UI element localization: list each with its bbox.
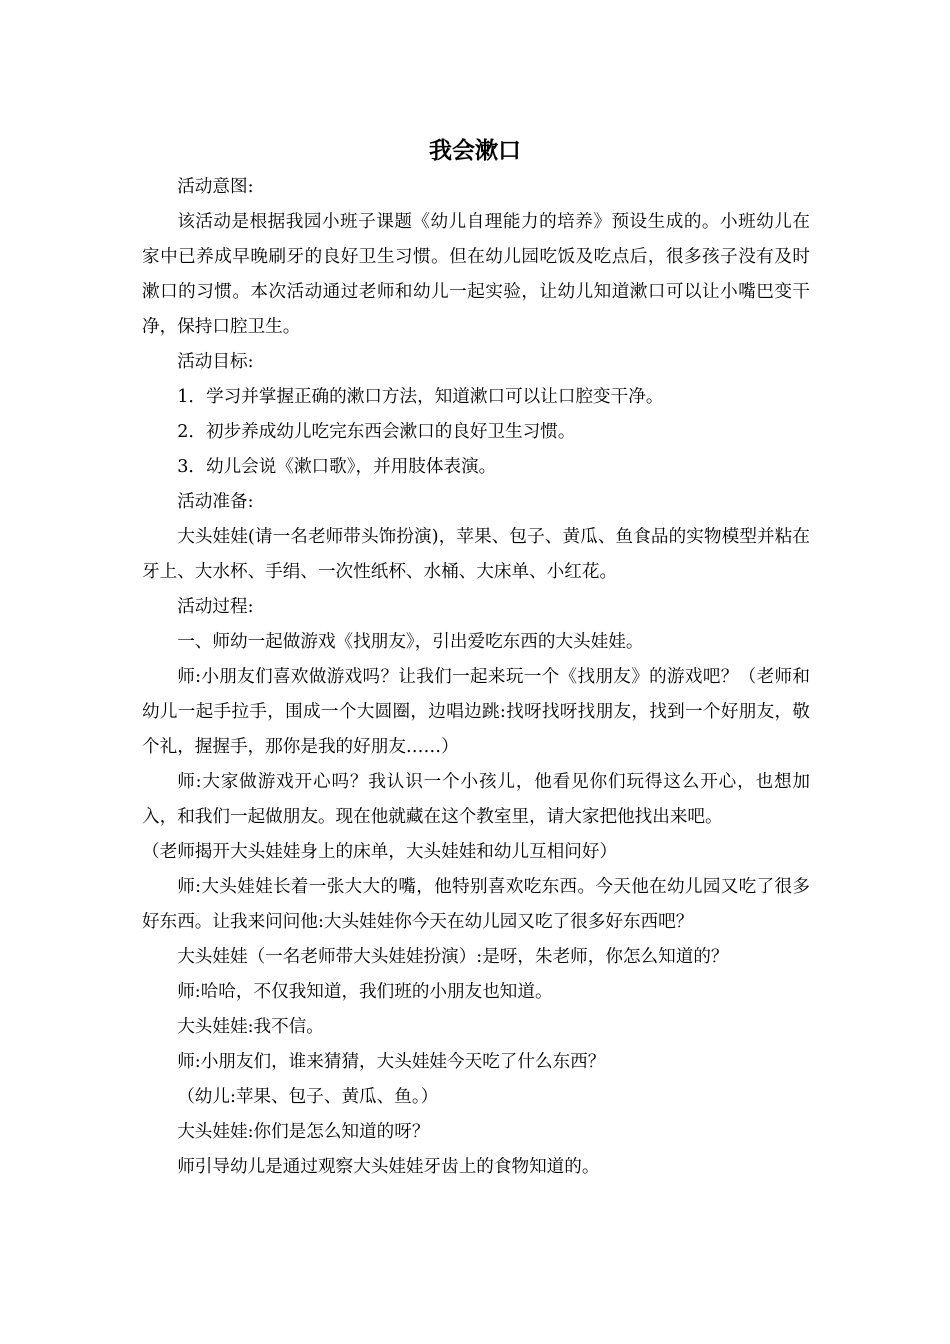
dialogue-paragraph: 师:大家做游戏开心吗？我认识一个小孩儿，他看见你们玩得这么开心，也想加入，和我们一起做朋友。现在他就藏在这个教室里，请大家把他找出来吧。 (142, 772, 810, 827)
heading-activity-intent: 活动意图: (177, 177, 254, 197)
paragraph-intent: 该活动是根据我园小班子课题《幼儿自理能力的培养》预设生成的。小班幼儿在家中已养成早晚刷牙的良好卫生习惯。但在幼儿园吃饭及吃点后，很多孩子没有及时漱口的习惯。本次活动通过老师和幼儿一起实验，让幼儿知道漱口可以让小嘴巴变干净，保持口腔卫生。 (142, 212, 810, 337)
dialogue-paragraph: （幼儿:苹果、包子、黄瓜、鱼。） (177, 1087, 439, 1107)
goal-item-3: 3．幼儿会说《漱口歌》，并用肢体表演。 (177, 457, 497, 477)
document-body (142, 170, 810, 1185)
dialogue-paragraph: 大头娃娃:你们是怎么知道的呀？ (177, 1122, 430, 1142)
goal-item-1: 1．学习并掌握正确的漱口方法，知道漱口可以让口腔变干净。 (177, 387, 664, 407)
dialogue-paragraph: 师:小朋友们，谁来猜猜，大头娃娃今天吃了什么东西？ (177, 1052, 606, 1072)
dialogue-paragraph: 师:哈哈，不仅我知道，我们班的小朋友也知道。 (177, 982, 553, 1002)
dialogue-paragraph: 大头娃娃:我不信。 (177, 1017, 324, 1037)
goal-item-2: 2．初步养成幼儿吃完东西会漱口的良好卫生习惯。 (177, 422, 576, 442)
paragraph-preparation: 大头娃娃(请一名老师带头饰扮演)，苹果、包子、黄瓜、鱼食品的实物模型并粘在牙上、大水杯、手绢、一次性纸杯、水桶、大床单、小红花。 (142, 527, 810, 582)
stage-direction: （老师揭开大头娃娃身上的床单，大头娃娃和幼儿互相问好） (142, 842, 618, 862)
heading-activity-process: 活动过程: (177, 597, 254, 617)
heading-activity-goals: 活动目标: (177, 352, 254, 372)
document-title: 我会漱口 (429, 138, 521, 164)
dialogue-paragraph: 师:大头娃娃长着一张大大的嘴，他特别喜欢吃东西。今天他在幼儿园又吃了很多好东西。让我来问问他:大头娃娃你今天在幼儿园又吃了很多好东西吧？ (142, 877, 810, 932)
heading-activity-preparation: 活动准备: (177, 492, 254, 512)
dialogue-paragraph: 大头娃娃（一名老师带大头娃娃扮演）:是呀，朱老师，你怎么知道的？ (177, 947, 729, 967)
dialogue-paragraph: 师:小朋友们喜欢做游戏吗？让我们一起来玩一个《找朋友》的游戏吧？（老师和幼儿一起手拉手，围成一个大圆圈，边唱边跳:找呀找呀找朋友，找到一个好朋友，敬个礼，握握手，那你是我的好朋友……） (142, 667, 810, 757)
process-step-1: 一、师幼一起做游戏《找朋友》，引出爱吃东西的大头娃娃。 (177, 632, 644, 652)
dialogue-paragraph: 师引导幼儿是通过观察大头娃娃牙齿上的食物知道的。 (177, 1157, 600, 1177)
